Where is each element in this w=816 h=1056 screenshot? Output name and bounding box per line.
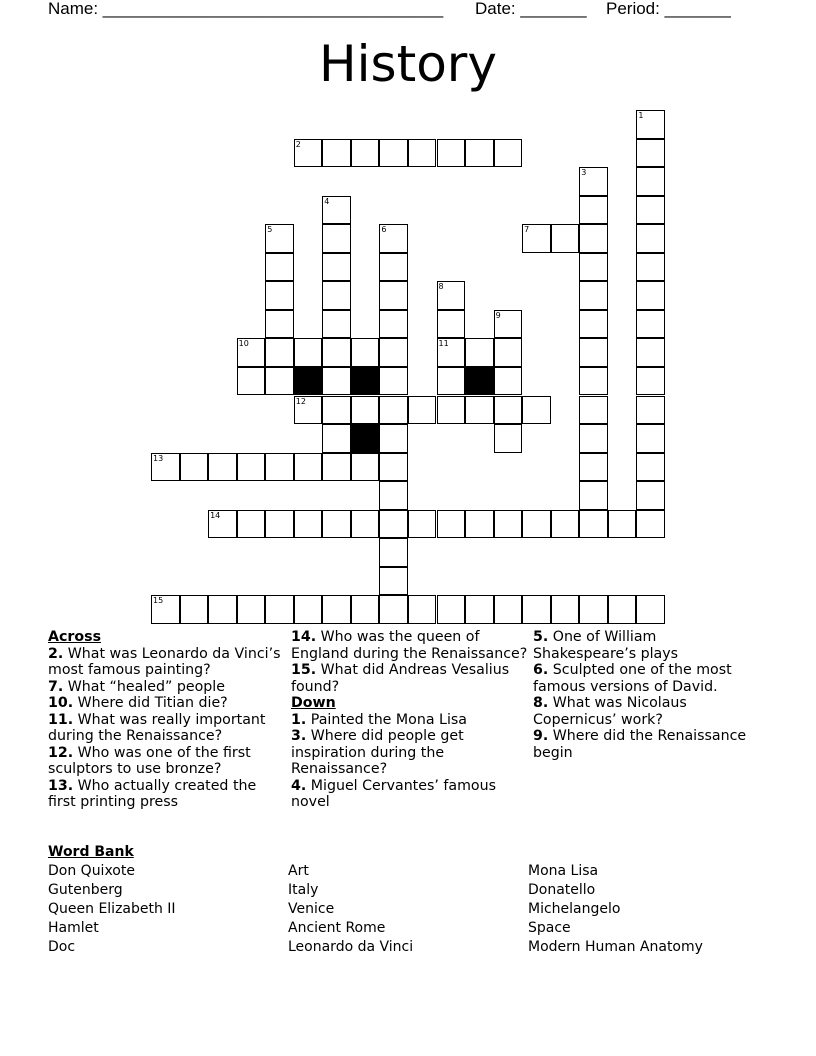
clue — [533, 629, 763, 662]
grid-cell[interactable] — [636, 396, 665, 425]
grid-cell[interactable] — [551, 510, 580, 539]
grid-cell[interactable] — [379, 253, 408, 282]
grid-cell[interactable] — [522, 510, 551, 539]
grid-cell[interactable] — [294, 510, 323, 539]
grid-cell[interactable] — [265, 595, 294, 624]
grid-cell[interactable] — [265, 310, 294, 339]
clue-number: 5 — [267, 225, 273, 235]
clue — [291, 629, 531, 662]
clues-column-3 — [533, 629, 763, 761]
grid-cell[interactable] — [551, 595, 580, 624]
grid-cell[interactable] — [294, 396, 323, 425]
grid-cell[interactable] — [351, 338, 380, 367]
period-field[interactable]: Period: _______ — [606, 0, 731, 18]
down-clue-list-cont — [533, 629, 763, 761]
grid-cell[interactable] — [322, 196, 351, 225]
grid-cell[interactable] — [579, 510, 608, 539]
grid-cell[interactable] — [237, 453, 266, 482]
grid-cell[interactable] — [636, 139, 665, 168]
clue-number: 1 — [638, 111, 644, 120]
clue-text: Who was the queen of England during the Renaissance? — [291, 629, 528, 662]
grid-cell[interactable] — [579, 224, 608, 253]
grid-cell[interactable] — [636, 224, 665, 253]
page-title: History — [319, 35, 497, 93]
grid-cell[interactable] — [237, 338, 266, 367]
grid-cell[interactable] — [265, 510, 294, 539]
grid-cell[interactable] — [322, 139, 351, 168]
grid-cell[interactable] — [265, 224, 294, 253]
clue-number: 3. — [291, 728, 307, 744]
grid-cell[interactable] — [636, 253, 665, 282]
clue-number: 4 — [324, 196, 330, 206]
clues-column-2 — [291, 629, 531, 811]
grid-cell[interactable] — [636, 110, 665, 139]
clue-text: Where did Titian die? — [73, 695, 228, 711]
grid-cell[interactable] — [465, 139, 494, 168]
grid-cell[interactable] — [636, 338, 665, 367]
grid-cell[interactable] — [379, 224, 408, 253]
grid-cell[interactable] — [322, 510, 351, 539]
word-bank-item: Michelangelo — [528, 901, 621, 917]
word-bank-column-2 — [288, 862, 413, 957]
grid-cell[interactable] — [322, 224, 351, 253]
grid-cell[interactable] — [180, 595, 209, 624]
clue-text: Who actually created the first printing press — [48, 777, 257, 810]
clue — [291, 728, 531, 778]
clue — [48, 679, 288, 696]
clue-text: What “healed” people — [63, 678, 225, 695]
grid-cell[interactable] — [379, 567, 408, 596]
clue-text: What did Andreas Vesalius found? — [291, 662, 510, 695]
clue-number: 9. — [533, 728, 549, 744]
grid-cell[interactable] — [379, 424, 408, 453]
grid-cell[interactable] — [579, 196, 608, 225]
word-bank-item: Modern Human Anatomy — [528, 939, 703, 955]
clue — [48, 695, 288, 712]
grid-cell[interactable] — [322, 396, 351, 425]
grid-cell[interactable] — [465, 595, 494, 624]
grid-cell[interactable] — [408, 595, 437, 624]
grid-cell[interactable] — [465, 396, 494, 425]
word-bank-heading: Word Bank — [48, 844, 134, 860]
grid-cell[interactable] — [437, 139, 466, 168]
clue-text: What was Leonardo da Vinci’s most famous painting? — [48, 645, 281, 678]
grid-cell[interactable] — [636, 453, 665, 482]
grid-cell[interactable] — [636, 196, 665, 225]
word-bank-item: Space — [528, 920, 571, 936]
grid-cell[interactable] — [608, 595, 637, 624]
grid-black-cell — [465, 367, 494, 396]
grid-cell[interactable] — [437, 396, 466, 425]
grid-cell[interactable] — [294, 139, 323, 168]
grid-cell[interactable] — [636, 424, 665, 453]
clue-text: What was really important during the Renaissance? — [48, 711, 266, 744]
grid-cell[interactable] — [579, 367, 608, 396]
grid-cell[interactable] — [379, 338, 408, 367]
grid-cell[interactable] — [322, 253, 351, 282]
clue-number: 10. — [48, 695, 74, 711]
grid-cell[interactable] — [494, 510, 523, 539]
grid-cell[interactable] — [579, 595, 608, 624]
word-bank-item: Italy — [288, 882, 319, 898]
grid-cell[interactable] — [408, 396, 437, 425]
grid-cell[interactable] — [237, 595, 266, 624]
grid-cell[interactable] — [636, 167, 665, 196]
word-bank-item: Hamlet — [48, 920, 99, 936]
clue-number: 12. — [48, 744, 74, 761]
grid-cell[interactable] — [294, 453, 323, 482]
clue-number: 8 — [438, 282, 444, 292]
down-heading: Down — [291, 695, 336, 711]
clue-number: 12 — [295, 396, 306, 406]
clue-text: What was Nicolaus Copernicus’ work? — [533, 695, 687, 728]
grid-cell[interactable] — [408, 139, 437, 168]
grid-cell[interactable] — [379, 453, 408, 482]
word-bank-item: Queen Elizabeth II — [48, 901, 176, 917]
grid-black-cell — [351, 367, 380, 396]
grid-cell[interactable] — [408, 510, 437, 539]
grid-cell[interactable] — [551, 224, 580, 253]
grid-cell[interactable] — [522, 224, 551, 253]
grid-cell[interactable] — [522, 396, 551, 425]
grid-cell[interactable] — [494, 338, 523, 367]
grid-cell[interactable] — [437, 367, 466, 396]
grid-cell[interactable] — [579, 424, 608, 453]
word-bank-item: Gutenberg — [48, 882, 123, 898]
word-bank-item: Ancient Rome — [288, 920, 386, 936]
clue-number: 1. — [291, 711, 307, 728]
grid-cell[interactable] — [494, 424, 523, 453]
grid-cell[interactable] — [579, 338, 608, 367]
clue — [48, 778, 288, 811]
clue-number: 14 — [210, 510, 221, 520]
grid-cell[interactable] — [379, 510, 408, 539]
grid-cell[interactable] — [522, 595, 551, 624]
clue-number: 10 — [238, 339, 249, 349]
grid-cell[interactable] — [494, 310, 523, 339]
grid-cell[interactable] — [579, 396, 608, 425]
clue-number: 9 — [495, 310, 501, 320]
clue-text: Where did people get inspiration during the Renaissance? — [291, 728, 464, 777]
grid-cell[interactable] — [379, 367, 408, 396]
clue-number: 7. — [48, 678, 64, 695]
across-clue-list — [48, 646, 288, 811]
down-clue-list — [291, 712, 531, 811]
clue-text: Sculpted one of the most famous versions of David. — [533, 662, 732, 695]
clue-number: 5. — [533, 629, 549, 645]
grid-cell[interactable] — [579, 281, 608, 310]
clue-number: 7 — [524, 225, 530, 235]
grid-cell[interactable] — [579, 481, 608, 510]
across-clue-list-cont — [291, 629, 531, 695]
clue-number: 3 — [581, 168, 587, 178]
clue — [533, 695, 763, 728]
clue-number: 6 — [381, 225, 387, 235]
grid-cell[interactable] — [351, 139, 380, 168]
word-bank-item: Mona Lisa — [528, 863, 599, 879]
grid-cell[interactable] — [265, 253, 294, 282]
grid-cell[interactable] — [465, 338, 494, 367]
clue — [533, 662, 763, 695]
clue — [48, 646, 288, 679]
grid-cell[interactable] — [579, 253, 608, 282]
clue-number: 6. — [533, 662, 549, 678]
grid-cell[interactable] — [379, 281, 408, 310]
grid-cell[interactable] — [208, 453, 237, 482]
grid-cell[interactable] — [379, 538, 408, 567]
grid-cell[interactable] — [494, 367, 523, 396]
clues-column-1 — [48, 629, 288, 811]
clue-number: 8. — [533, 695, 549, 711]
clue — [291, 712, 531, 729]
grid-cell[interactable] — [151, 453, 180, 482]
grid-cell[interactable] — [379, 396, 408, 425]
word-bank-column-3 — [528, 862, 703, 957]
grid-cell[interactable] — [151, 595, 180, 624]
word-bank-item: Leonardo da Vinci — [288, 939, 414, 955]
across-heading: Across — [48, 629, 102, 645]
grid-cell[interactable] — [294, 595, 323, 624]
grid-cell[interactable] — [437, 595, 466, 624]
clue — [533, 728, 763, 761]
grid-cell[interactable] — [379, 481, 408, 510]
grid-cell[interactable] — [322, 310, 351, 339]
name-field[interactable]: Name: ____________________________________ — [48, 0, 444, 18]
date-field[interactable]: Date: _______ — [475, 0, 587, 18]
grid-black-cell — [294, 367, 323, 396]
clue-number: 11. — [48, 711, 74, 728]
grid-cell[interactable] — [351, 396, 380, 425]
clue-text: Where did the Renaissance begin — [533, 728, 747, 761]
grid-cell[interactable] — [351, 453, 380, 482]
grid-cell[interactable] — [265, 367, 294, 396]
grid-cell[interactable] — [180, 453, 209, 482]
grid-cell[interactable] — [208, 510, 237, 539]
grid-cell[interactable] — [636, 281, 665, 310]
clue-text: Miguel Cervantes’ famous novel — [291, 777, 496, 810]
clue-number: 2 — [295, 139, 301, 149]
grid-cell[interactable] — [322, 281, 351, 310]
grid-cell[interactable] — [494, 396, 523, 425]
clue-number: 11 — [438, 339, 449, 349]
grid-cell[interactable] — [465, 510, 494, 539]
grid-cell[interactable] — [437, 510, 466, 539]
grid-cell[interactable] — [265, 453, 294, 482]
grid-black-cell — [351, 424, 380, 453]
word-bank-item: Doc — [48, 939, 76, 955]
grid-cell[interactable] — [322, 453, 351, 482]
clue-number: 4. — [291, 777, 307, 794]
clue-number: 13. — [48, 777, 74, 794]
clue-number: 15. — [291, 662, 317, 678]
grid-cell[interactable] — [237, 510, 266, 539]
grid-cell[interactable] — [579, 167, 608, 196]
grid-cell[interactable] — [351, 510, 380, 539]
grid-cell[interactable] — [636, 310, 665, 339]
grid-cell[interactable] — [322, 424, 351, 453]
grid-cell[interactable] — [437, 338, 466, 367]
grid-cell[interactable] — [379, 310, 408, 339]
grid-cell[interactable] — [322, 338, 351, 367]
clue — [48, 745, 288, 778]
grid-cell[interactable] — [237, 367, 266, 396]
grid-cell[interactable] — [351, 595, 380, 624]
clue-number: 15 — [153, 596, 164, 606]
grid-cell[interactable] — [265, 338, 294, 367]
grid-cell[interactable] — [636, 510, 665, 539]
clue-number: 2. — [48, 645, 64, 662]
grid-cell[interactable] — [636, 481, 665, 510]
clue-text: One of William Shakespeare’s plays — [533, 629, 679, 662]
grid-cell[interactable] — [322, 595, 351, 624]
clue-text: Painted the Mona Lisa — [306, 711, 467, 728]
grid-cell[interactable] — [608, 510, 637, 539]
grid-cell[interactable] — [379, 139, 408, 168]
clue — [291, 662, 531, 695]
grid-cell[interactable] — [494, 139, 523, 168]
grid-cell[interactable] — [208, 595, 237, 624]
grid-cell[interactable] — [579, 310, 608, 339]
grid-cell[interactable] — [636, 367, 665, 396]
clue-text: Who was one of the first sculptors to use bronze? — [48, 744, 251, 777]
grid-cell[interactable] — [494, 595, 523, 624]
grid-cell[interactable] — [437, 310, 466, 339]
grid-cell[interactable] — [265, 281, 294, 310]
grid-cell[interactable] — [294, 338, 323, 367]
grid-cell[interactable] — [322, 367, 351, 396]
grid-cell[interactable] — [437, 281, 466, 310]
grid-cell[interactable] — [379, 595, 408, 624]
clue-number: 13 — [153, 453, 164, 463]
clue — [291, 778, 531, 811]
clue-number: 14. — [291, 629, 317, 645]
grid-cell[interactable] — [636, 595, 665, 624]
grid-cell[interactable] — [579, 453, 608, 482]
word-bank-item: Donatello — [528, 882, 596, 898]
word-bank-item: Venice — [288, 901, 335, 917]
clue — [48, 712, 288, 745]
word-bank-item: Art — [288, 863, 309, 879]
word-bank-column-1 — [48, 862, 176, 957]
word-bank-item: Don Quixote — [48, 863, 135, 879]
